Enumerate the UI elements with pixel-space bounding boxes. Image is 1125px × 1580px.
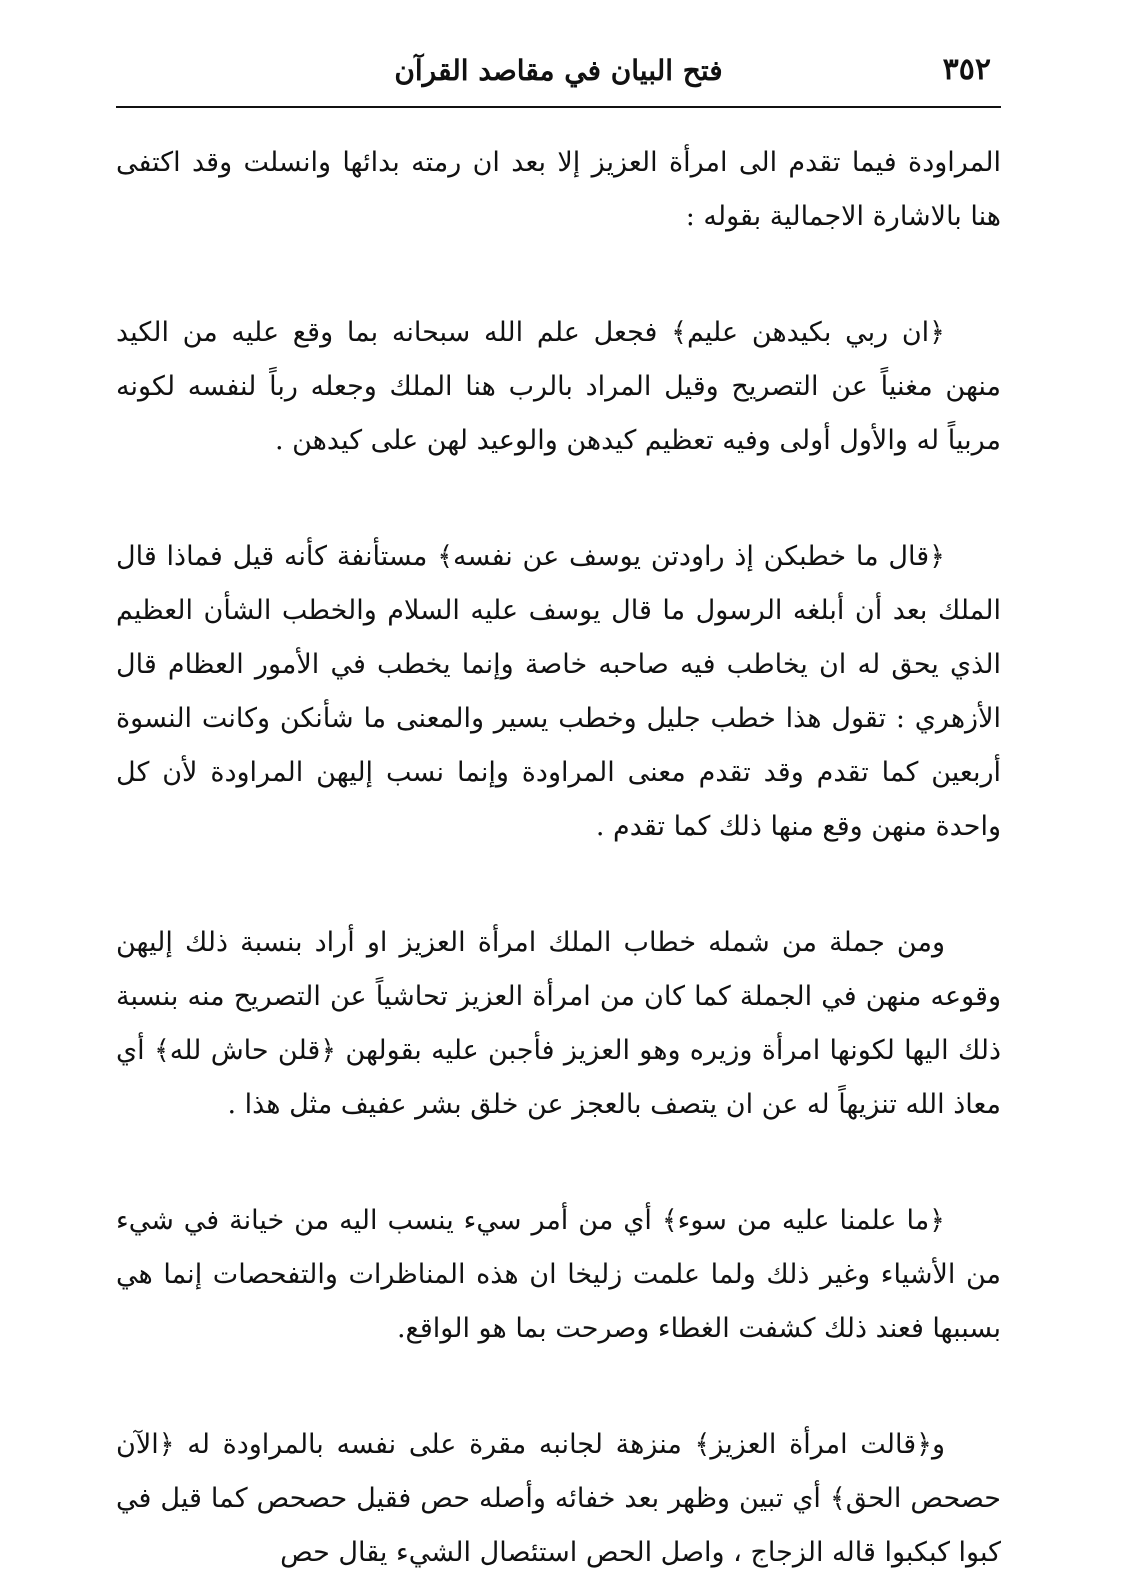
paragraph-2: ﴿ان ربي بكيدهن عليم﴾ فجعل علم الله سبحانه بما وقع عليه من الكيد منهن مغنياً عن التصريح وقيل المراد بالرب هنا الملك وجعله رباً لنفسه لكونه مربياً له والأول أولى وفيه تعظيم كيدهن والوعيد لهن على كيدهن . [116, 317, 1001, 456]
paragraph-6: و﴿قالت امرأة العزيز﴾ منزهة لجانبه مقرة على نفسه بالمراودة له ﴿الآن حصحص الحق﴾ أي تبين وظهر بعد خفائه وأصله حص فقيل حصحص كما قيل في كبوا كبكبوا قاله الزجاج ، واصل الحص استئصال الشيء يقال حص [116, 1429, 1001, 1568]
page-header [116, 44, 1001, 108]
body-text [116, 136, 1001, 1580]
paragraph-5: ﴿ما علمنا عليه من سوء﴾ أي من أمر سيء ينسب اليه من خيانة في شيء من الأشياء وغير ذلك ولما علمت زليخا ان هذه المناظرات والتفحصات إنما هي بسببها فعند ذلك كشفت الغطاء وصرحت بما هو الواقع. [116, 1205, 1001, 1344]
paragraph-1: المراودة فيما تقدم الى امرأة العزيز إلا بعد ان رمته بدائها وانسلت وقد اكتفى هنا بالاشارة الاجمالية بقوله : [116, 147, 1001, 232]
paragraph-4: ومن جملة من شمله خطاب الملك امرأة العزيز او أراد بنسبة ذلك إليهن وقوعه منهن في الجملة كما كان من امرأة العزيز تحاشياً عن التصريح منه بنسبة ذلك اليها لكونها امرأة وزيره وهو العزيز فأجبن عليه بقولهن ﴿قلن حاش لله﴾ أي معاذ الله تنزيهاً له عن ان يتصف بالعجز عن خلق بشر عفيف مثل هذا . [116, 927, 1001, 1120]
running-title: فتح البيان في مقاصد القرآن [394, 54, 723, 87]
page-number: ٣٥٢ [942, 52, 991, 87]
paragraph-3: ﴿قال ما خطبكن إذ راودتن يوسف عن نفسه﴾ مستأنفة كأنه قيل فماذا قال الملك بعد أن أبلغه الرسول ما قال يوسف عليه السلام والخطب الشأن العظيم الذي يحق له ان يخاطب فيه صاحبه خاصة وإنما يخطب في الأمور العظام قال الأزهري : تقول هذا خطب جليل وخطب يسير والمعنى ما شأنكن وكانت النسوة أربعين كما تقدم وقد تقدم معنى المراودة وإنما نسب إليهن المراودة لأن كل واحدة منهن وقع منها ذلك كما تقدم . [116, 541, 1001, 842]
